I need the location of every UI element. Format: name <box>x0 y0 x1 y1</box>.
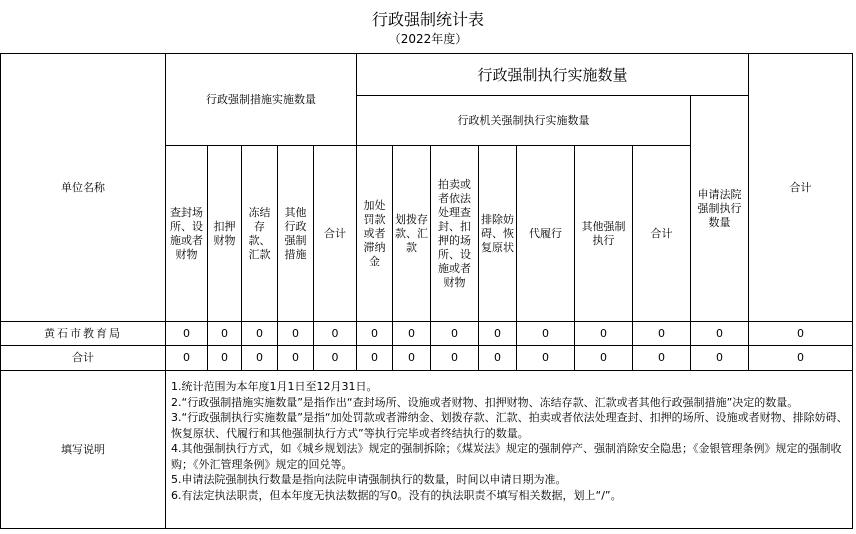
note-line: 6.有法定执法职责，但本年度无执法数据的写0。没有的执法职责不填写相关数据，划上“/”。 <box>171 488 622 502</box>
table-cell: 0 <box>166 322 208 346</box>
table-cell: 0 <box>431 322 479 346</box>
header-col-detain-property: 扣押财物 <box>208 146 242 322</box>
table-cell: 0 <box>208 346 242 371</box>
header-col-auction: 拍卖或者依法处理查封、扣押的场所、设施或者财物 <box>431 146 479 322</box>
note-line: 2.“行政强制措施实施数量”是指作出“查封场所、设施或者财物、扣押财物、冻结存款、汇款或者其他行政强制措施”决定的数量。 <box>171 395 799 409</box>
table-cell: 0 <box>393 346 431 371</box>
header-execution-group: 行政强制执行实施数量 <box>357 54 749 96</box>
table-cell: 0 <box>278 346 314 371</box>
table-cell: 0 <box>575 346 633 371</box>
table-row-total <box>1 346 853 371</box>
table-row <box>1 322 853 346</box>
table-cell: 0 <box>691 346 749 371</box>
note-line: 3.“行政强制执行实施数量”是指“加处罚款或者滞纳金、划拨存款、汇款、拍卖或者依法处理查封、扣押的场所、设施或者财物、排除妨碍、恢复原状、代履行和其他强制执行方式”等执行完毕或者终结执行的数量。 <box>171 411 848 440</box>
header-col-other-execution: 其他强制执行 <box>575 146 633 322</box>
header-court-application: 申请法院强制执行数量 <box>691 96 749 322</box>
statistics-table <box>0 53 853 529</box>
table-cell: 0 <box>517 346 575 371</box>
header-unit-name: 单位名称 <box>1 54 166 322</box>
table-cell: 0 <box>208 322 242 346</box>
table-cell: 0 <box>633 322 691 346</box>
table-cell: 0 <box>431 346 479 371</box>
row-unit-name: 黄石市教育局 <box>1 322 166 346</box>
header-col-seize-premises: 查封场所、设施或者财物 <box>166 146 208 322</box>
table-cell: 0 <box>479 322 517 346</box>
table-cell: 0 <box>749 322 853 346</box>
table-cell: 0 <box>357 322 393 346</box>
table-cell: 0 <box>314 346 357 371</box>
table-cell: 0 <box>242 346 278 371</box>
header-col-remove-obstruction: 排除妨碍、恢复原状 <box>479 146 517 322</box>
table-cell: 0 <box>691 322 749 346</box>
table-cell: 0 <box>517 322 575 346</box>
note-line: 4.其他强制执行方式，如《城乡规划法》规定的强制拆除；《煤炭法》规定的强制停产、强制消除安全隐患；《金银管理条例》规定的强制收购；《外汇管理条例》规定的回兑等。 <box>171 442 842 471</box>
table-cell: 0 <box>166 346 208 371</box>
header-col-measures-total: 合计 <box>314 146 357 322</box>
table-cell: 0 <box>357 346 393 371</box>
header-col-fines: 加处罚款或者滞纳金 <box>357 146 393 322</box>
table-cell: 0 <box>575 322 633 346</box>
header-col-freeze-deposits: 冻结存款、汇款 <box>242 146 278 322</box>
table-cell: 0 <box>314 322 357 346</box>
table-cell: 0 <box>749 346 853 371</box>
page-subtitle: （2022年度） <box>388 32 468 46</box>
header-col-agency-total: 合计 <box>633 146 691 322</box>
header-agency-execution-group: 行政机关强制执行实施数量 <box>357 96 691 146</box>
table-cell: 0 <box>479 346 517 371</box>
header-col-other-measures: 其他行政强制措施 <box>278 146 314 322</box>
table-cell: 0 <box>278 322 314 346</box>
header-measures-group: 行政强制措施实施数量 <box>166 54 357 146</box>
header-grand-total: 合计 <box>749 54 853 322</box>
page-title: 行政强制统计表 <box>371 10 484 29</box>
notes-label: 填写说明 <box>1 371 166 529</box>
note-line: 5.申请法院强制执行数量是指向法院申请强制执行的数量，时间以申请日期为准。 <box>171 473 567 486</box>
header-col-transfer-deposits: 划拨存款、汇款 <box>393 146 431 322</box>
table-cell: 0 <box>633 346 691 371</box>
table-cell: 0 <box>242 322 278 346</box>
notes-content <box>166 371 853 529</box>
row-total-label: 合计 <box>1 346 166 371</box>
note-line: 1.统计范围为本年度1月1日至12月31日。 <box>171 380 378 393</box>
table-cell: 0 <box>393 322 431 346</box>
header-col-substitute-performance: 代履行 <box>517 146 575 322</box>
